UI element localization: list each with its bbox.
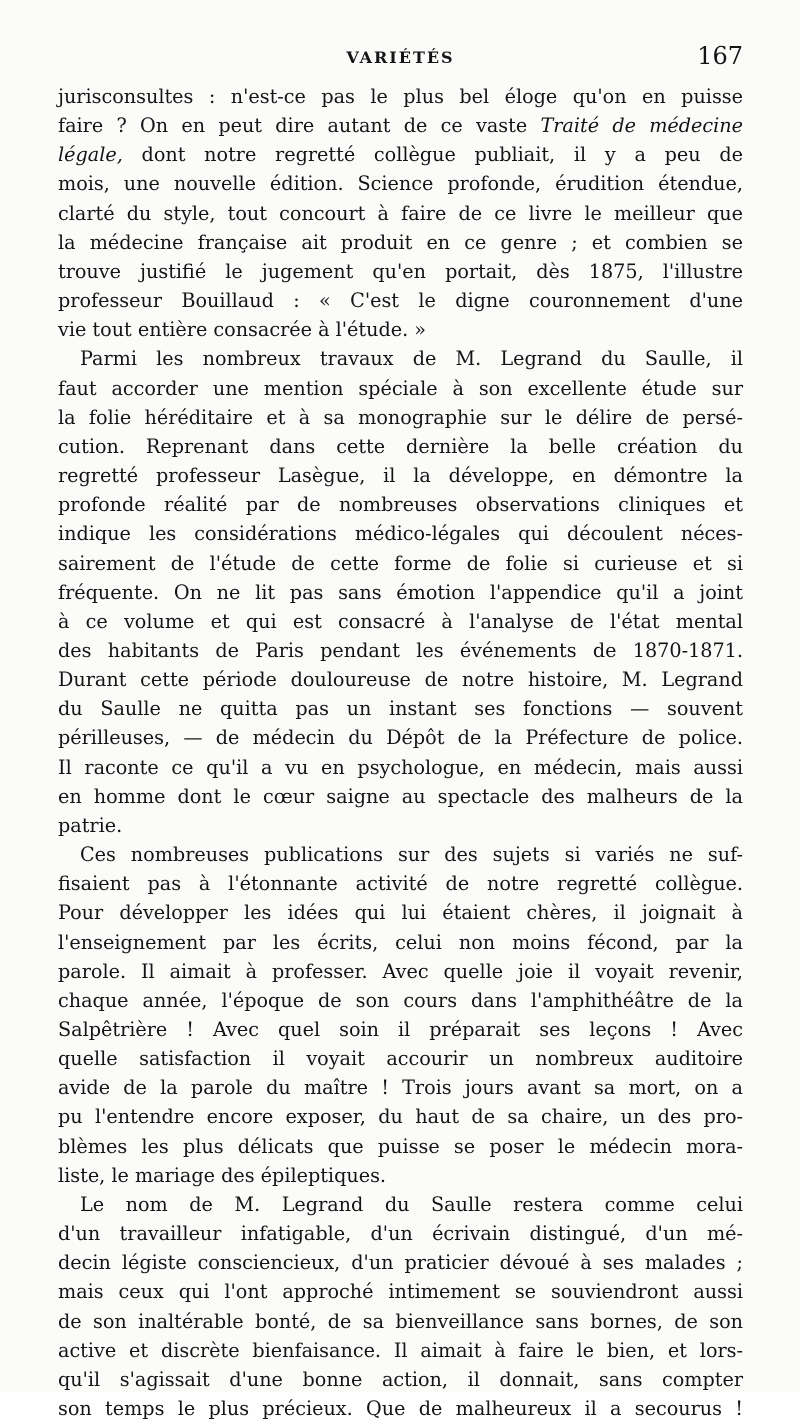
text-line: d'un travailleur infatigable, d'un écrivain distingué, d'un mé-: [58, 1222, 743, 1246]
running-head: [58, 40, 743, 74]
text-line: regretté professeur Lasègue, il la développe, en démontre la: [58, 464, 743, 488]
text-line: faut accorder une mention spéciale à son excellente étude sur: [58, 376, 743, 400]
text-line: Ces nombreuses publications sur des sujets si variés ne suf-: [80, 843, 743, 867]
text-line: sairement de l'étude de cette forme de folie si curieuse et si: [58, 551, 743, 575]
text-line: Le nom de M. Legrand du Saulle restera comme celui: [80, 1192, 743, 1216]
text-line: blèmes les plus délicats que puisse se poser le médecin mora-: [58, 1134, 743, 1158]
text-line: des habitants de Paris pendant les événements de 1870-1871.: [58, 638, 743, 662]
italic-title: légale,: [58, 143, 123, 167]
body-text: [58, 82, 743, 1423]
text-line: decin légiste consciencieux, d'un praticier dévoué à ses malades ;: [58, 1251, 743, 1275]
text-line-start: faire ? On en peut dire autant de ce vaste: [58, 114, 541, 138]
page-number: 167: [697, 42, 743, 70]
text-line: profonde réalité par de nombreuses observations cliniques et: [58, 493, 743, 517]
text-line: qu'il s'agissait d'une bonne action, il donnait, sans compter: [58, 1367, 743, 1391]
text-line-rest: dont notre regretté collègue publiait, il y a peu de: [122, 143, 743, 167]
text-line: Durant cette période douloureuse de notre histoire, M. Legrand: [58, 668, 743, 692]
text-line: fisaient pas à l'étonnante activité de notre regretté collègue.: [58, 872, 743, 896]
paragraph-2: [58, 344, 743, 840]
italic-title: Traité de médecine: [540, 114, 743, 138]
text-line: Il raconte ce qu'il a vu en psychologue, en médecin, mais aussi: [58, 755, 743, 779]
text-line: jurisconsultes : n'est-ce pas le plus bel éloge qu'on en puisse: [58, 85, 743, 108]
text-line: patrie.: [58, 813, 123, 837]
text-line: avide de la parole du maître ! Trois jours avant sa mort, on a: [58, 1076, 743, 1100]
text-line: fréquente. On ne lit pas sans émotion l'appendice qu'il a joint: [58, 580, 743, 604]
text-line: liste, le mariage des épileptiques.: [58, 1163, 387, 1187]
paragraph-4: [58, 1190, 743, 1423]
text-line: son temps le plus précieux. Que de malheureux il a secourus !: [58, 1397, 743, 1421]
text-line: l'enseignement par les écrits, celui non moins fécond, par la: [58, 930, 743, 954]
text-line: Parmi les nombreux travaux de M. Legrand du Saulle, il: [80, 347, 743, 371]
text-line: trouve justifié le jugement qu'en portait, dès 1875, l'illustre: [58, 259, 743, 283]
text-line: Pour développer les idées qui lui étaient chères, il joignait à: [58, 901, 743, 925]
text-line: Salpêtrière ! Avec quel soin il préparait ses leçons ! Avec: [58, 1018, 743, 1041]
paragraph-3: [58, 840, 743, 1190]
text-line: du Saulle ne quitta pas un instant ses fonctions — souvent: [58, 697, 743, 721]
paragraph-1: [58, 82, 743, 344]
text-line: quelle satisfaction il voyait accourir un nombreux auditoire: [58, 1047, 743, 1071]
text-line: active et discrète bienfaisance. Il aimait à faire le bien, et lors-: [58, 1338, 743, 1362]
text-line: en homme dont le cœur saigne au spectacle des malheurs de la: [58, 784, 743, 808]
text-line: indique les considérations médico-légales qui découlent néces-: [58, 522, 743, 546]
text-line: mais ceux qui l'ont approché intimement se souviendront aussi: [58, 1280, 743, 1304]
text-line: pu l'entendre encore exposer, du haut de sa chaire, un des pro-: [58, 1105, 743, 1129]
text-line: cution. Reprenant dans cette dernière la belle création du: [58, 434, 743, 458]
text-line: de son inaltérable bonté, de sa bienveillance sans bornes, de son: [58, 1309, 743, 1333]
text-line: professeur Bouillaud : « C'est le digne couronnement d'une: [58, 289, 743, 313]
text-line: la médecine française ait produit en ce genre ; et combien se: [58, 230, 743, 254]
text-line: [58, 111, 743, 140]
running-head-title: VARIÉTÉS: [346, 48, 455, 67]
text-line: la folie héréditaire et à sa monographie sur le délire de persé-: [58, 405, 743, 429]
text-line: à ce volume et qui est consacré à l'analyse de l'état mental: [58, 609, 743, 633]
text-line: clarté du style, tout concourt à faire de ce livre le meilleur que: [58, 201, 743, 225]
text-line: vie tout entière consacrée à l'étude. »: [58, 318, 427, 342]
text-line: périlleuses, — de médecin du Dépôt de la Préfecture de police.: [58, 726, 743, 750]
text-line: [58, 140, 743, 169]
text-line: chaque année, l'époque de son cours dans l'amphithéâtre de la: [58, 988, 743, 1012]
text-line: parole. Il aimait à professer. Avec quelle joie il voyait revenir,: [58, 959, 743, 983]
text-line: mois, une nouvelle édition. Science profonde, érudition étendue,: [58, 172, 743, 196]
